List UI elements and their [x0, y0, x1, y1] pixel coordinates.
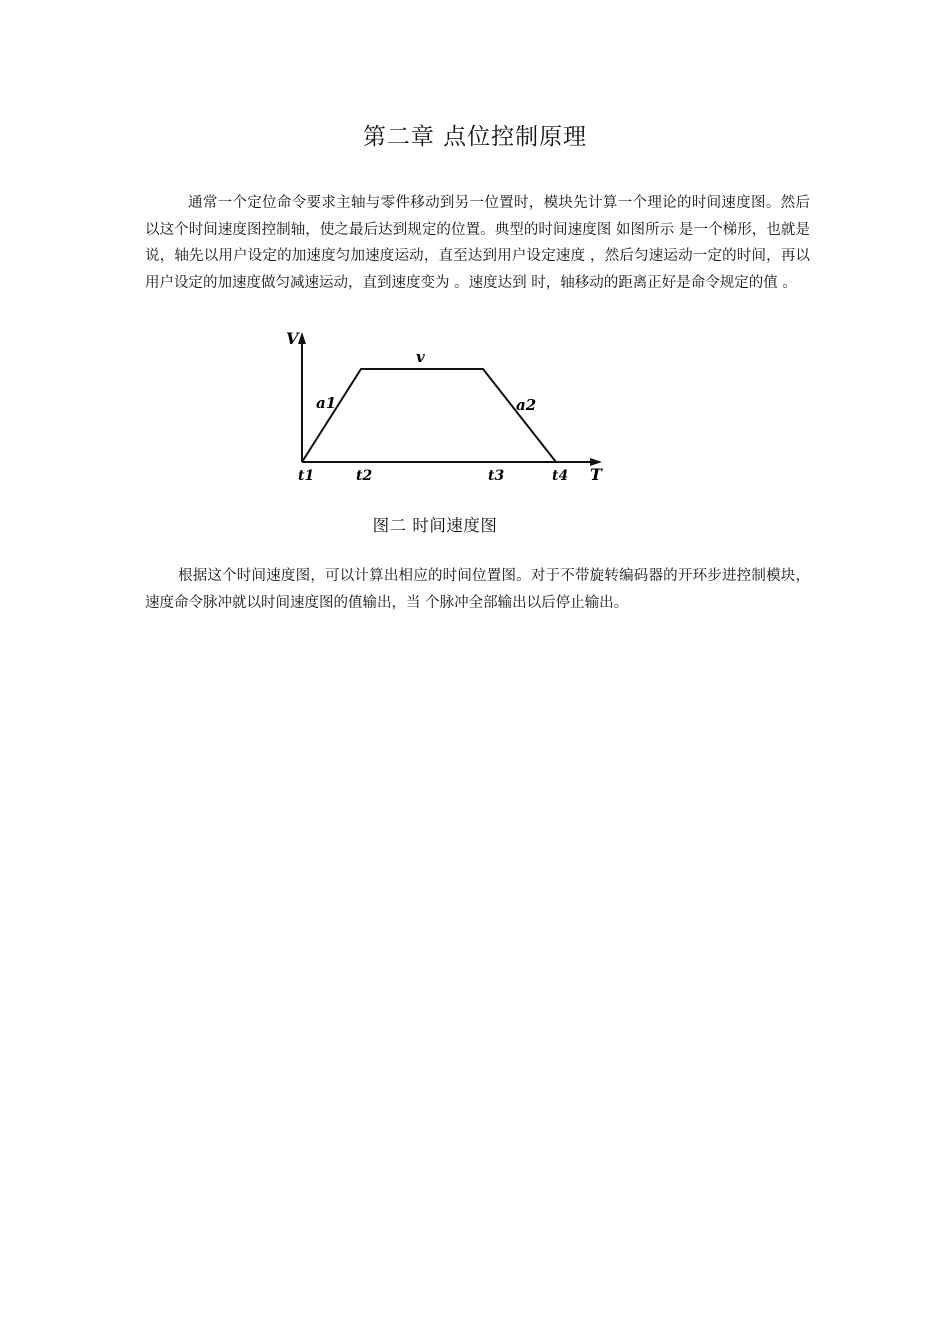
chapter-title: 第二章 点位控制原理	[362, 124, 588, 150]
t1-label: t1	[298, 468, 315, 484]
intro-paragraph: 通常一个定位命令要求主轴与零件移动到另一位置时，模块先计算一个理论的时间速度图。然后以这个时间速度图控制轴，使之最后达到规定的位置。典型的时间速度图 如图所示 是一个梯形，也就是说，轴先以用户设定的加速度匀加速度运动，直至达到用户设定速度 ，然后匀速运动一定的时间，再以用户设定的加速度做匀减速运动，直到速度变为 。速度达到 时，轴移动的距离正好是命令规定的值 。	[145, 195, 810, 291]
t3-label: t3	[488, 468, 505, 484]
rise-label: a1	[316, 394, 337, 412]
y-axis-label: V	[286, 329, 299, 348]
time-velocity-diagram	[278, 328, 608, 488]
y-axis-arrow	[298, 332, 306, 344]
t2-label: t2	[356, 468, 373, 484]
fall-label: a2	[516, 396, 537, 414]
velocity-profile	[302, 369, 556, 462]
t4-label: t4	[552, 468, 569, 484]
plateau-label: v	[416, 348, 425, 366]
followup-paragraph: 根据这个时间速度图，可以计算出相应的时间位置图。对于不带旋转编码器的开环步进控制模块，速度命令脉冲就以时间速度图的值输出，当 个脉冲全部输出以后停止输出。	[145, 568, 810, 611]
figure-caption: 图二 时间速度图	[372, 516, 498, 535]
x-axis-label: T	[590, 465, 602, 484]
